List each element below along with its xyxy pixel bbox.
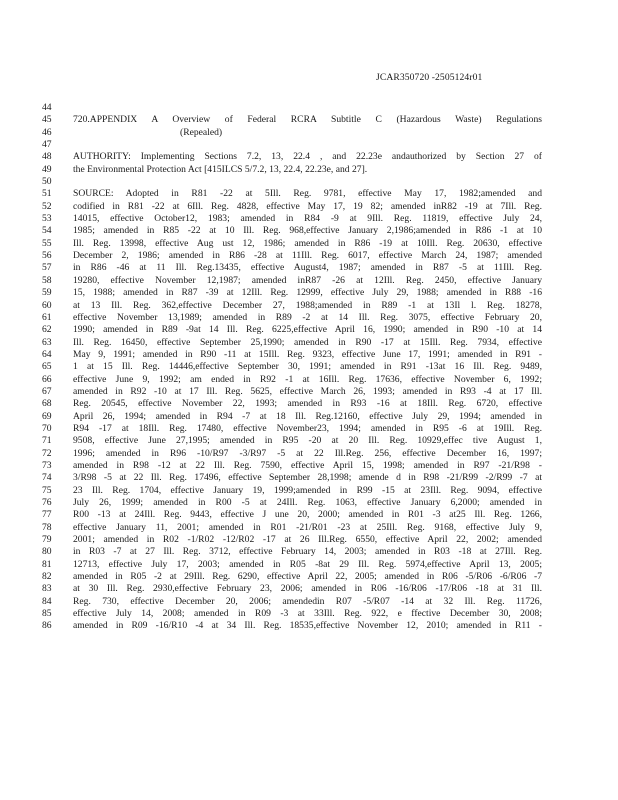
line-number: 49 [42, 163, 52, 175]
line-text: 9508, effective June 27,1995; amended in R95 -20 at 20 Ill. Reg. 10929,effec tive August 1, [73, 435, 542, 447]
line-text: R00 -13 at 24Ill. Reg. 9443, effective J une 20, 2000; amended in R01 -3 at25 Ill. Reg. 1266, [73, 509, 542, 521]
document-line [42, 213, 542, 225]
line-number: 52 [42, 200, 52, 212]
line-text: in R03 -7 at 27 Ill. Reg. 3712, effective February 14, 2003; amended in R03 -18 at 27Ill. Reg. [73, 546, 542, 558]
document-line [42, 361, 542, 373]
line-text: (Repealed) [180, 126, 223, 138]
line-number: 69 [42, 410, 52, 422]
document-line [42, 497, 542, 509]
line-number: 75 [42, 484, 52, 496]
line-number: 65 [42, 361, 52, 373]
line-number: 62 [42, 324, 52, 336]
line-text: at 13 Ill. Reg. 362,effective December 27, 1988;amended in R89 -1 at 13Il l. Reg. 18278, [73, 299, 542, 311]
document-line [42, 238, 542, 250]
line-number: 74 [42, 472, 52, 484]
line-text: codified in R81 -22 at 6Ill. Reg. 4828, effective May 17, 19 82; amended inR82 -19 at 7Ill. Reg. [73, 200, 542, 212]
line-text: 720.APPENDIX A Overview of Federal RCRA Subtitle C (Hazardous Waste) Regulations [73, 114, 542, 126]
document-id: JCAR350720 -2505124r01 [376, 72, 483, 83]
line-text: R94 -17 at 18Ill. Reg. 17480, effective November23, 1994; amended in R95 -6 at 19Ill. Reg. [73, 422, 542, 434]
document-line [42, 435, 542, 447]
line-number: 76 [42, 497, 52, 508]
line-number: 80 [42, 546, 52, 558]
document-line [42, 571, 542, 583]
document-line [42, 534, 542, 546]
line-text: amended in R09 -16/R10 -4 at 34 Ill. Reg. 18535,effective November 12, 2010; amended in R11 - [73, 620, 542, 632]
line-number: 46 [42, 126, 52, 138]
document-line [42, 411, 542, 423]
line-number: 73 [42, 459, 52, 471]
document-line [42, 127, 542, 139]
line-text: effective June 9, 1992; am ended in R92 -1 at 16Ill. Reg. 17636, effective November 6, 1992; [73, 373, 542, 385]
document-line [42, 620, 542, 632]
line-number: 58 [42, 274, 52, 286]
line-number: 83 [42, 583, 52, 595]
document-line [42, 423, 542, 435]
line-text: in R86 -46 at 11 Ill. Reg.13435, effective August4, 1987; amended in R87 -5 at 11Ill. Reg. [73, 262, 542, 274]
document-line [42, 485, 542, 497]
line-number: 44 [42, 102, 52, 113]
document-line [42, 448, 542, 460]
line-text: AUTHORITY: Implementing Sections 7.2, 13, 22.4 , and 22.23e andauthorized by Section 27 of [73, 151, 542, 163]
document-line [42, 509, 542, 521]
line-number: 53 [42, 213, 52, 225]
document-body [42, 102, 542, 633]
line-number: 68 [42, 398, 52, 410]
document-line [42, 262, 542, 274]
line-text: 3/R98 -5 at 22 Ill. Reg. 17496, effective September 28,1998; amende d in R98 -21/R99 -2/R99 -7 at [73, 472, 542, 484]
line-text: 1996; amended in R96 -10/R97 -3/R97 -5 at 22 Ill.Reg. 256, effective December 16, 1997; [73, 447, 542, 459]
line-number: 56 [42, 250, 52, 262]
line-number: 82 [42, 571, 52, 583]
line-number: 48 [42, 151, 52, 163]
document-line [42, 225, 542, 237]
line-text: 14015, effective October12, 1983; amended in R84 -9 at 9Ill. Reg. 11819, effective July 24, [73, 213, 542, 225]
line-number: 72 [42, 447, 52, 459]
document-line [42, 139, 542, 151]
line-number: 71 [42, 435, 52, 447]
line-number: 61 [42, 311, 52, 323]
document-line [42, 250, 542, 262]
line-text: December 2, 1986; amended in R86 -28 at 11Ill. Reg. 6017, effective March 24, 1987; amended [73, 250, 542, 262]
line-number: 64 [42, 348, 52, 360]
document-line [42, 398, 542, 410]
line-text: the Environmental Protection Act [415ILCS 5/7.2, 13, 22.4, 22.23e, and 27]. [73, 163, 368, 175]
line-number: 54 [42, 225, 52, 237]
document-line [42, 275, 542, 287]
line-number: 85 [42, 608, 52, 620]
line-number: 55 [42, 237, 52, 249]
document-line [42, 102, 542, 114]
line-number: 84 [42, 595, 52, 607]
document-line [42, 176, 542, 188]
document-line [42, 201, 542, 213]
line-text: 12713, effective July 17, 2003; amended in R05 -8at 29 Ill. Reg. 5974,effective April 13, 2005; [73, 558, 542, 570]
line-number: 79 [42, 534, 52, 546]
document-line [42, 188, 542, 200]
line-text: effective January 11, 2001; amended in R01 -21/R01 -23 at 25Ill. Reg. 9168, effective July 9, [73, 521, 542, 533]
line-text: July 26, 1999; amended in R00 -5 at 24Ill. Reg. 1063, effective January 6,2000; amended in [73, 497, 542, 508]
document-line [42, 386, 542, 398]
document-line [42, 583, 542, 595]
document-line [42, 324, 542, 336]
line-text: May 9, 1991; amended in R90 -11 at 15Ill. Reg. 9323, effective June 17, 1991; amended in R91 - [73, 348, 542, 360]
line-number: 57 [42, 262, 52, 274]
line-text: effective July 14, 2008; amended in R09 -3 at 33Ill. Reg. 922, e ffective December 30, 2008; [73, 608, 542, 620]
line-number: 81 [42, 558, 52, 570]
line-text: amended in R92 -10 at 17 Ill. Reg. 5625, effective March 26, 1993; amended in R93 -4 at 17 Ill. [73, 385, 542, 397]
document-line [42, 164, 542, 176]
line-text: 1985; amended in R85 -22 at 10 Ill. Reg. 968,effective January 2,1986;amended in R86 -1 at 10 [73, 225, 542, 237]
line-number: 59 [42, 287, 52, 299]
document-line [42, 312, 542, 324]
document-line [42, 287, 542, 299]
line-text: Reg. 20545, effective November 22, 1993; amended in R93 -16 at 18Ill. Reg. 6720, effective [73, 398, 542, 410]
line-number: 60 [42, 299, 52, 311]
document-line [42, 460, 542, 472]
document-line [42, 374, 542, 386]
document-line [42, 472, 542, 484]
document-line [42, 300, 542, 312]
document-line [42, 151, 542, 163]
line-text: April 26, 1994; amended in R94 -7 at 18 Ill. Reg.12160, effective July 29, 1994; amended in [73, 410, 542, 422]
line-number: 66 [42, 373, 52, 385]
line-number: 67 [42, 385, 52, 397]
line-text: SOURCE: Adopted in R81 -22 at 5Ill. Reg. 9781, effective May 17, 1982;amended and [73, 188, 542, 200]
line-number: 70 [42, 422, 52, 434]
line-number: 63 [42, 336, 52, 348]
document-line [42, 337, 542, 349]
line-number: 78 [42, 521, 52, 533]
line-number: 51 [42, 188, 52, 200]
line-text: Reg. 730, effective December 20, 2006; amendedin R07 -5/R07 -14 at 32 Ill. Reg. 11726, [73, 595, 542, 607]
line-text: 2001; amended in R02 -1/R02 -12/R02 -17 at 26 Ill.Reg. 6550, effective April 22, 2002; amended [73, 534, 542, 546]
document-line [42, 114, 542, 126]
line-text: amended in R98 -12 at 22 Ill. Reg. 7590, effective April 15, 1998; amended in R97 -21/R98 - [73, 459, 542, 471]
line-text: Ill. Reg. 13998, effective Aug ust 12, 1986; amended in R86 -19 at 10Ill. Reg. 20630, effective [73, 237, 542, 249]
document-line [42, 559, 542, 571]
line-number: 45 [42, 114, 52, 126]
line-text: 15, 1988; amended in R87 -39 at 12Ill. Reg. 12999, effective July 29, 1988; amended in R88 -16 [73, 287, 542, 299]
document-line [42, 349, 542, 361]
document-line [42, 596, 542, 608]
document-line [42, 608, 542, 620]
line-text: 1 at 15 Ill. Reg. 14446,effective September 30, 1991; amended in R91 -13at 16 Ill. Reg. 9489, [73, 361, 542, 373]
line-text: at 30 Ill. Reg. 2930,effective February 23, 2006; amended in R06 -16/R06 -17/R06 -18 at 31 Ill. [73, 583, 542, 595]
line-text: Ill. Reg. 16450, effective September 25,1990; amended in R90 -17 at 15Ill. Reg. 7934, effective [73, 336, 542, 348]
line-text: 23 Ill. Reg. 1704, effective January 19, 1999;amended in R99 -15 at 23Ill. Reg. 9094, effective [73, 484, 542, 496]
line-text: amended in R05 -2 at 29Ill. Reg. 6290, effective April 22, 2005; amended in R06 -5/R06 -6/R06 -7 [73, 571, 542, 583]
line-number: 47 [42, 139, 52, 151]
line-text: 19280, effective November 12,1987; amended inR87 -26 at 12Ill. Reg. 2450, effective January [73, 274, 542, 286]
document-line [42, 522, 542, 534]
line-number: 77 [42, 509, 52, 521]
line-number: 50 [42, 176, 52, 188]
line-text: 1990; amended in R89 -9at 14 Ill. Reg. 6225,effective April 16, 1990; amended in R90 -10 at 14 [73, 324, 542, 336]
line-text: effective November 13,1989; amended in R89 -2 at 14 Ill. Reg. 3075, effective February 20, [73, 311, 542, 323]
line-number: 86 [42, 620, 52, 632]
document-line [42, 546, 542, 558]
